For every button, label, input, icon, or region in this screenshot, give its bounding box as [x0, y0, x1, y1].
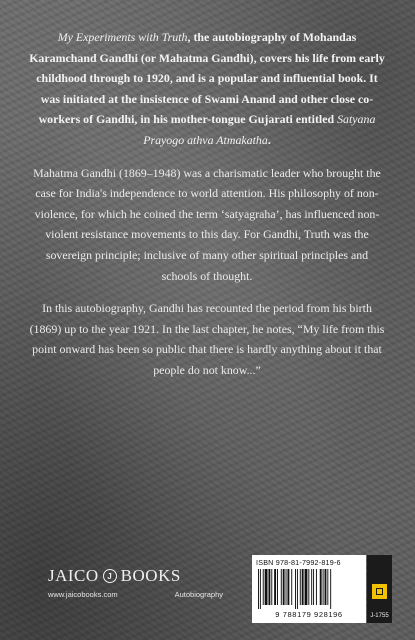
blurb-text [29, 27, 385, 393]
autobiography-paragraph: In this autobiography, Gandhi has recounted the period from his birth (1869) up to the year 1921. In the last chapter, he notes, “My life from this point onward has been so public that there is hardly anything about it that people do not know...” [29, 301, 385, 377]
publisher-website: www.jaicobooks.com [48, 590, 118, 599]
barcode-box [252, 555, 366, 623]
publisher-badge-icon [372, 584, 387, 599]
publisher-name-right: BOOKS [120, 566, 181, 585]
publisher-emblem-letter: J [107, 571, 113, 581]
publisher-name-left: JAICO [48, 566, 99, 585]
publisher-emblem-icon [103, 569, 117, 583]
intro-text: , the autobiography of Mohandas Karamchand Gandhi (or Mahatma Gandhi), covers his life from early childhood through to 1920, and is a popular and influential book. It was initiated at the insistence of Swami Anand and other close co-workers of Gandhi, in his mother-tongue Gujarati entitled [29, 30, 385, 127]
intro-text-end: . [267, 132, 271, 147]
book-title: My Experiments with Truth [57, 30, 188, 44]
barcode-icon [256, 569, 362, 609]
book-category: Autobiography [174, 590, 223, 599]
publisher-logo [48, 566, 181, 586]
price-box [367, 555, 392, 623]
barcode-digits: 9 788179 928196 [275, 610, 343, 619]
publisher-badge-inner [376, 588, 383, 595]
book-code: J-1755 [370, 613, 389, 619]
gujarati-title: Satyana Prayogo athva Atmakatha [143, 112, 376, 147]
publisher-meta [48, 590, 223, 599]
intro-paragraph [29, 27, 385, 151]
isbn-label: ISBN 978-81-7992-819-6 [256, 558, 341, 567]
biography-paragraph: Mahatma Gandhi (1869–1948) was a charismatic leader who brought the case for India's independence to world attention. His philosophy of non-violence, for which he coined the term ‘satyagraha’, has influenced non-violent resistance movements to this day. For Gandhi, Truth was the sovereign principle; inclusive of many other spiritual principles and schools of thought. [33, 165, 381, 283]
